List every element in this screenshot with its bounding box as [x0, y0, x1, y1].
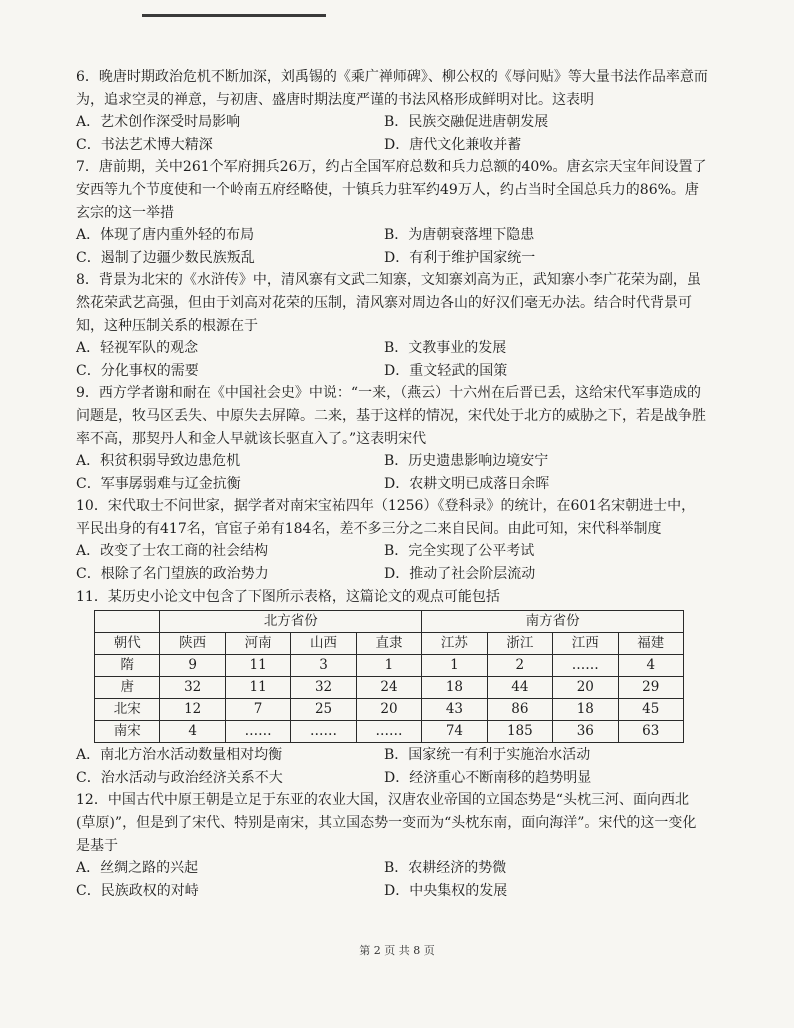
- table-row: [95, 655, 684, 677]
- option-a: A．丝绸之路的兴起: [76, 860, 199, 877]
- question-options: [76, 111, 708, 156]
- table-cell: 29: [618, 677, 684, 699]
- question-options: [76, 224, 708, 269]
- option-d: D．重文轻武的国策: [384, 362, 508, 379]
- option-a: A．艺术创作深受时局影响: [76, 114, 241, 131]
- table-cell: 2: [487, 655, 552, 677]
- option-c: C．书法艺术博大精深: [76, 136, 213, 153]
- option-d: D．推动了社会阶层流动: [384, 566, 536, 583]
- province-header: 福建: [618, 633, 684, 655]
- option-a: A．南北方治水活动数量相对均衡: [76, 747, 283, 764]
- table-cell: ……: [225, 721, 290, 743]
- option-b: B．完全实现了公平考试: [384, 543, 535, 560]
- question-options: [76, 540, 708, 585]
- table-cell: 44: [487, 677, 552, 699]
- table-cell: 1: [422, 655, 487, 677]
- table-cell: 20: [553, 677, 618, 699]
- table-cell: 4: [160, 721, 225, 743]
- option-d: D．中央集权的发展: [384, 882, 508, 899]
- question-stem: 8．背景为北宋的《水浒传》中，清风寨有文武二知寨，文知寨刘高为正，武知寨小李广花荣为副，虽然花荣武艺高强，但由于刘高对花荣的压制，清风寨对周边各山的好汉们毫无办法。结合时代背景可知，这种压制关系的根源在于: [76, 272, 701, 334]
- option-b: B．为唐朝衰落埋下隐患: [384, 227, 535, 244]
- option-c: C．治水活动与政治经济关系不大: [76, 769, 283, 786]
- province-header: 陕西: [160, 633, 225, 655]
- table-cell: 11: [225, 677, 290, 699]
- page-content: [76, 66, 708, 902]
- table-cell: 9: [160, 655, 225, 677]
- option-d: D．有利于维护国家统一: [384, 249, 536, 266]
- table-row: [95, 677, 684, 699]
- table-cell: 1: [356, 655, 421, 677]
- option-c: C．军事孱弱难与辽金抗衡: [76, 475, 241, 492]
- page-number: 第 2 页 共 8 页: [359, 944, 435, 957]
- option-c: C．民族政权的对峙: [76, 882, 199, 899]
- option-b: B．文教事业的发展: [384, 340, 507, 357]
- table-cell: 86: [487, 699, 552, 721]
- question-options: [76, 857, 708, 902]
- table-cell: 45: [618, 699, 684, 721]
- dynasty-cell: 隋: [95, 655, 160, 677]
- table-cell: 18: [422, 677, 487, 699]
- table-cell: 18: [553, 699, 618, 721]
- table-header-row: [95, 611, 684, 633]
- dynasty-cell: 北宋: [95, 699, 160, 721]
- option-b: B．国家统一有利于实施治水活动: [384, 747, 591, 764]
- province-header: 山西: [291, 633, 356, 655]
- province-header: 浙江: [487, 633, 552, 655]
- question-stem: 12．中国古代中原王朝是立足于东亚的农业大国，汉唐农业帝国的立国态势是“头枕三河、面向西北(草原)”，但是到了宋代、特别是南宋，其立国态势一变而为“头枕东南，面向海洋”。宋代的这一变化是基于: [76, 792, 697, 854]
- table-cell: 20: [356, 699, 421, 721]
- dynasty-cell: 南宋: [95, 721, 160, 743]
- province-header: 直隶: [356, 633, 421, 655]
- table-cell: ……: [356, 721, 421, 743]
- table-cell: 74: [422, 721, 487, 743]
- option-d: D．农耕文明已成落日余晖: [384, 475, 550, 492]
- table-cell: 7: [225, 699, 290, 721]
- question-options: [76, 744, 708, 789]
- dynasty-cell: 唐: [95, 677, 160, 699]
- question-stem: 6．晚唐时期政治危机不断加深，刘禹锡的《乘广禅师碑》、柳公权的《辱问贴》等大量书法作品率意而为，追求空灵的禅意，与初唐、盛唐时期法度严谨的书法风格形成鲜明对比。这表明: [76, 69, 708, 108]
- table-corner-cell: [95, 611, 160, 633]
- province-header: 河南: [225, 633, 290, 655]
- option-c: C．遏制了边疆少数民族叛乱: [76, 249, 255, 266]
- table-cell: 3: [291, 655, 356, 677]
- option-c: C．根除了名门望族的政治势力: [76, 566, 269, 583]
- table-cell: 11: [225, 655, 290, 677]
- table-cell: 43: [422, 699, 487, 721]
- option-c: C．分化事权的需要: [76, 362, 199, 379]
- question-options: [76, 450, 708, 495]
- table-cell: ……: [553, 655, 618, 677]
- question-stem: 7．唐前期，关中261个军府拥兵26万，约占全国军府总数和兵力总额的40%。唐玄宗天宝年间设置了安西等九个节度使和一个岭南五府经略使，十镇兵力驻军约49万人，约占当时全国总兵力的86%。唐玄宗的这一举措: [76, 159, 707, 221]
- table-cell: 12: [160, 699, 225, 721]
- table-cell: 36: [553, 721, 618, 743]
- option-a: A．轻视军队的观念: [76, 340, 199, 357]
- data-table: [94, 610, 684, 743]
- table-cell: 32: [160, 677, 225, 699]
- table-row: [95, 699, 684, 721]
- table-cell: 63: [618, 721, 684, 743]
- option-a: A．体现了唐内重外轻的布局: [76, 227, 255, 244]
- question-options: [76, 337, 708, 382]
- option-d: D．唐代文化兼收并蓄: [384, 136, 522, 153]
- province-header: 江西: [553, 633, 618, 655]
- option-a: A．改变了士农工商的社会结构: [76, 543, 269, 560]
- table-cell: 185: [487, 721, 552, 743]
- table-cell: 24: [356, 677, 421, 699]
- question-stem: 10．宋代取士不问世家，据学者对南宋宝祐四年（1256）《登科录》的统计，在601名宋朝进士中，平民出身的有417名，官宦子弟有184名，差不多三分之二来自民间。由此可知，宋代科举制度: [76, 498, 696, 537]
- question-stem: 9．西方学者谢和耐在《中国社会史》中说：“一来，（燕云）十六州在后晋已丢，这给宋代军事造成的问题是，牧马区丢失、中原失去屏障。二来，基于这样的情况，宋代处于北方的威胁之下，若是战争胜率不高，那契丹人和金人早就该长驱直入了。”这表明宋代: [76, 385, 706, 447]
- option-b: B．农耕经济的势微: [384, 860, 507, 877]
- option-d: D．经济重心不断南移的趋势明显: [384, 769, 592, 786]
- table-cell: 4: [618, 655, 684, 677]
- question-stem: 11．某历史小论文中包含了下图所示表格，这篇论文的观点可能包括: [76, 588, 500, 605]
- header-rule: [142, 14, 326, 17]
- province-header: 江苏: [422, 633, 487, 655]
- south-provinces-header: 南方省份: [422, 611, 684, 633]
- table-row: [95, 721, 684, 743]
- dynasty-header: 朝代: [95, 633, 160, 655]
- table-cell: 25: [291, 699, 356, 721]
- option-b: B．历史遗患影响边境安宁: [384, 453, 549, 470]
- table-header-row: [95, 633, 684, 655]
- table-cell: ……: [291, 721, 356, 743]
- table-cell: 32: [291, 677, 356, 699]
- north-provinces-header: 北方省份: [160, 611, 422, 633]
- option-a: A．积贫积弱导致边患危机: [76, 453, 241, 470]
- option-b: B．民族交融促进唐朝发展: [384, 114, 549, 131]
